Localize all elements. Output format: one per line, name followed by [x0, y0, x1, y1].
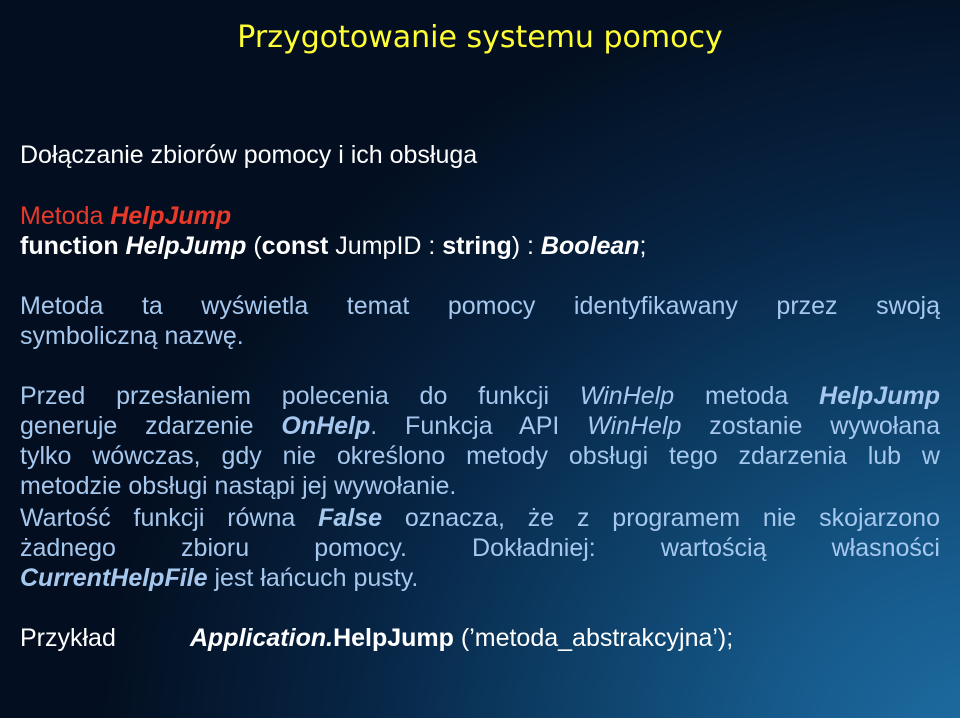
desc2-line4: metodzie obsługi nastąpi jej wywołanie.	[20, 472, 457, 500]
method-signature	[20, 231, 646, 261]
method-name: HelpJump	[110, 202, 232, 230]
signature-keyword-function: function	[20, 232, 126, 260]
example-code	[190, 623, 733, 653]
winhelp-term: WinHelp	[587, 412, 682, 440]
currenthelpfile-term: CurrentHelpFile	[20, 564, 208, 592]
desc1-line1: Metoda ta wyświetla temat pomocy identyfikawany przez swoją	[20, 292, 940, 320]
desc3-text: Wartość funkcji równa	[20, 504, 319, 532]
method-heading	[20, 201, 231, 231]
desc2-text: . Funkcja API	[370, 412, 588, 440]
desc2-line3: tylko wówczas, gdy nie określono metody obsługi tego zdarzenia lub w	[20, 442, 940, 470]
signature-type-string: string	[442, 232, 512, 260]
example-object: Application.	[190, 624, 334, 652]
signature-keyword-const: const	[261, 232, 329, 260]
helpjump-term: HelpJump	[819, 382, 940, 410]
desc2-line1	[20, 381, 940, 411]
false-term: False	[318, 504, 383, 532]
signature-name: HelpJump	[125, 232, 247, 260]
onhelp-term: OnHelp	[281, 412, 371, 440]
signature-semicolon: ;	[639, 232, 647, 260]
winhelp-term: WinHelp	[579, 382, 675, 410]
desc3-line2: żadnego zbioru pomocy. Dokładniej: wartością własności	[20, 534, 940, 562]
example-method: HelpJump	[333, 624, 454, 652]
desc3-line3	[20, 563, 940, 593]
desc2-text: metoda	[674, 382, 820, 410]
desc2-text: zostanie wywołana	[681, 412, 940, 440]
signature-return-type: Boolean	[540, 232, 640, 260]
signature-param: JumpID :	[328, 232, 443, 260]
example-args: (’metoda_abstrakcyjna’);	[453, 624, 734, 652]
desc3-text: oznacza, że z programem nie skojarzono	[382, 504, 940, 532]
example-label: Przykład	[20, 624, 116, 652]
desc2-line2	[20, 411, 940, 441]
desc3-line1	[20, 503, 940, 533]
signature-open: (	[246, 232, 262, 260]
slide-title: Przygotowanie systemu pomocy	[237, 20, 723, 55]
desc2-text: generuje zdarzenie	[20, 412, 282, 440]
desc3-text: jest łańcuch pusty.	[207, 564, 419, 592]
section-heading-text: Dołączanie zbiorów pomocy i ich obsługa	[20, 141, 478, 169]
section-heading	[20, 140, 477, 170]
method-label: Metoda	[20, 202, 111, 230]
desc1-line2: symboliczną nazwę.	[20, 322, 244, 350]
signature-close: ) :	[511, 232, 541, 260]
desc2-text: Przed przesłaniem polecenia do funkcji	[20, 382, 580, 410]
